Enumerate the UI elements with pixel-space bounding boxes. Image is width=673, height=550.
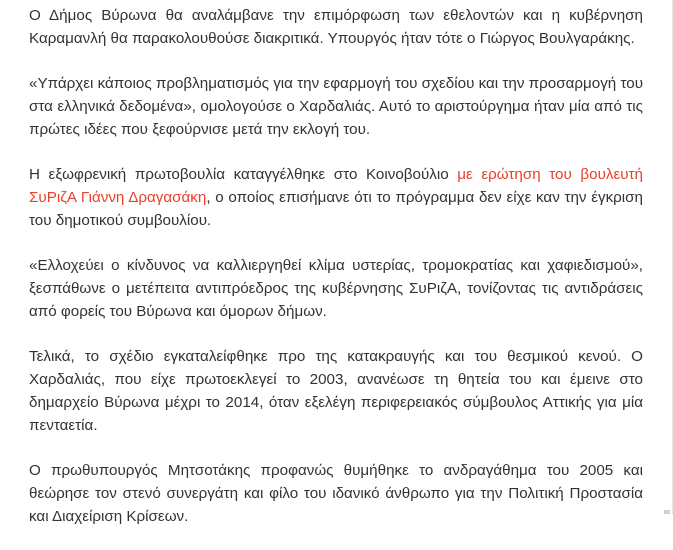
article-body: [29, 4, 643, 550]
paragraph-3-text-before: Η εξωφρενική πρωτοβουλία καταγγέλθηκε στο Κοινοβούλιο: [29, 166, 458, 183]
scrollbar-thumb[interactable]: [664, 510, 670, 514]
paragraph-2: «Υπάρχει κάποιος προβληματισμός για την εφαρμογή του σχεδίου και την προσαρμογή του στα ελληνικά δεδομένα», ομολογούσε ο Χαρδαλιάς. Αυτό το αριστούργημα ήταν μία από τις πρώτες ιδέες που ξεφούρνισε μετά την εκλογή του.: [29, 75, 643, 138]
parliament-question-link[interactable]: με ερώτηση του βουλευτή ΣυΡιζΑ Γιάννη Δραγασάκη: [29, 166, 643, 206]
paragraph-5: Τελικά, το σχέδιο εγκαταλείφθηκε προ της κατακραυγής και του θεσμικού κενού. Ο Χαρδαλιάς, που είχε πρωτοεκλεγεί το 2003, ανανέωσε τη θητεία του και έμεινε στο δημαρχείο Βύρωνα μέχρι το 2014, όταν εξελέγη περιφερειακός σύμβουλος Αττικής για μία πενταετία.: [29, 348, 643, 434]
paragraph-3: [29, 163, 643, 232]
paragraph-6: Ο πρωθυπουργός Μητσοτάκης προφανώς θυμήθηκε το ανδραγάθημα του 2005 και θεώρησε τον στενό συνεργάτη και φίλο του ιδανικό άνθρωπο για την Πολιτική Προστασία και Διαχείριση Κρίσεων.: [29, 462, 643, 525]
paragraph-3-text-after: , ο οποίος επισήμανε ότι το πρόγραμμα δεν είχε καν την έγκριση του δημοτικού συμβουλίου.: [29, 189, 644, 229]
paragraph-4: «Ελλοχεύει ο κίνδυνος να καλλιεργηθεί κλίμα υστερίας, τρομοκρατίας και χαφιεδισμού», ξεσπάθωνε ο μετέπειτα αντιπρόεδρος της κυβέρνησης ΣυΡιζΑ, τονίζοντας τις αντιδράσεις από φορείς του Βύρωνα και όμορων δήμων.: [29, 257, 643, 320]
paragraph-1: Ο Δήμος Βύρωνα θα αναλάμβανε την επιμόρφωση των εθελοντών και η κυβέρνηση Καραμανλή θα παρακολουθούσε διακριτικά. Υπουργός ήταν τότε ο Γιώργος Βουλγαράκης.: [29, 7, 643, 47]
